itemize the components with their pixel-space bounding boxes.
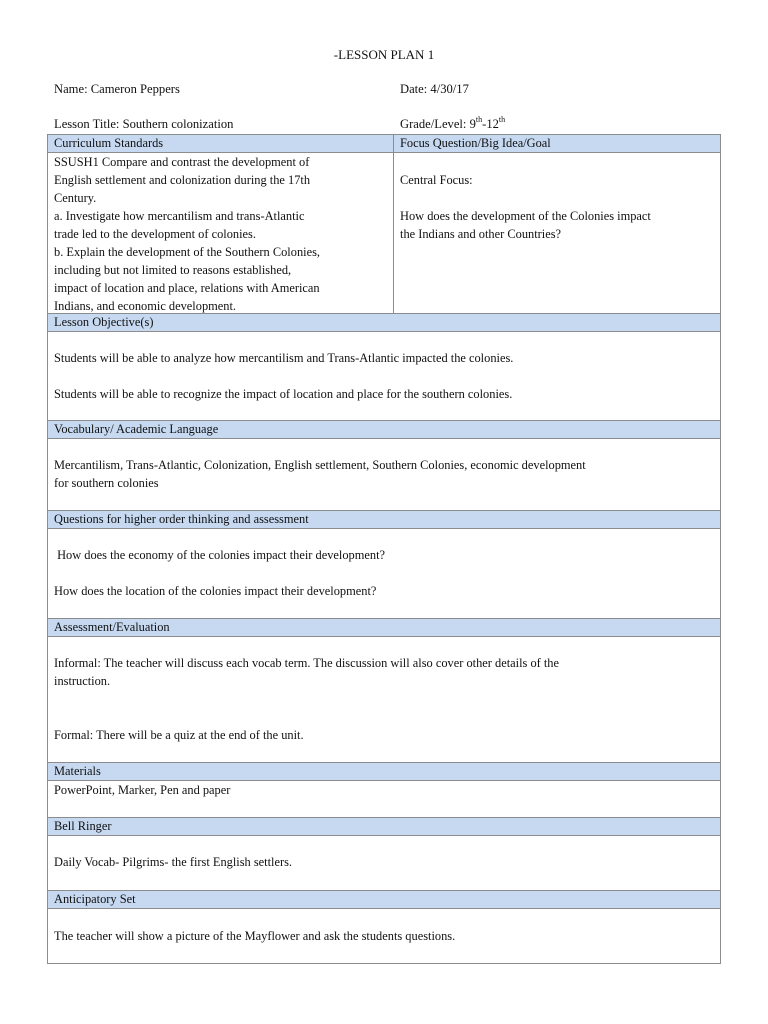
curriculum-line: impact of location and place, relations with American [54,281,320,295]
curriculum-line: Century. [54,191,97,205]
bell-ringer-header: Bell Ringer [48,818,720,836]
informal-assessment-text: Informal: The teacher will discuss each vocab term. The discussion will also cover other details of the [54,656,559,670]
assessment-section [48,637,720,763]
questions-header: Questions for higher order thinking and assessment [48,511,720,529]
lesson-plan-table [47,134,721,964]
objective-text: Students will be able to analyze how mercantilism and Trans-Atlantic impacted the colonies. [54,351,514,365]
informal-assessment-text: instruction. [54,674,111,688]
question-text: How does the economy of the colonies impact their development? [54,548,386,562]
materials-header: Materials [48,763,720,781]
vocabulary-text: Mercantilism, Trans-Atlantic, Colonization, English settlement, Southern Colonies, economic development [54,458,586,472]
focus-question-line: the Indians and other Countries? [400,227,562,241]
assessment-header: Assessment/Evaluation [48,619,720,637]
materials-section [48,781,720,818]
lesson-title: Lesson Title: Southern colonization [54,117,234,131]
vocabulary-header: Vocabulary/ Academic Language [48,421,720,439]
vocabulary-section [48,439,720,511]
curriculum-line: b. Explain the development of the Southern Colonies, [54,245,321,259]
formal-assessment-text: Formal: There will be a quiz at the end of the unit. [54,728,304,742]
focus-question-line: How does the development of the Colonies impact [400,209,651,223]
document-title: -LESSON PLAN 1 [333,47,435,62]
objective-text: Students will be able to recognize the impact of location and place for the southern colonies. [54,387,513,401]
curriculum-line: SSUSH1 Compare and contrast the development of [54,155,310,169]
curriculum-standards-cell [48,153,394,313]
grade-level [400,114,506,132]
grade-sup-1: th [475,114,483,124]
standards-row [48,153,720,314]
lesson-date: Date: 4/30/17 [400,82,469,96]
central-focus-label: Central Focus: [400,173,473,187]
lesson-objectives-header: Lesson Objective(s) [48,314,720,332]
question-text: How does the location of the colonies impact their development? [54,584,377,598]
materials-text: PowerPoint, Marker, Pen and paper [54,783,231,797]
curriculum-line: trade led to the development of colonies. [54,227,256,241]
anticipatory-set-section [48,909,720,963]
grade-mid: -12 [482,117,499,131]
grade-prefix: Grade/Level: 9 [400,117,476,131]
bell-ringer-section [48,836,720,891]
curriculum-line: English settlement and colonization during the 17th [54,173,311,187]
standards-header-row [48,135,720,153]
curriculum-standards-header: Curriculum Standards [48,135,394,152]
curriculum-line: including but not limited to reasons established, [54,263,292,277]
lesson-objectives-section [48,332,720,421]
curriculum-line: Indians, and economic development. [54,299,237,313]
focus-question-cell [394,153,720,313]
bell-ringer-text: Daily Vocab- Pilgrims- the first English settlers. [54,855,293,869]
focus-question-header: Focus Question/Big Idea/Goal [394,135,720,152]
teacher-name: Name: Cameron Peppers [54,82,180,96]
questions-section [48,529,720,619]
anticipatory-set-text: The teacher will show a picture of the Mayflower and ask the students questions. [54,929,456,943]
curriculum-line: a. Investigate how mercantilism and trans-Atlantic [54,209,305,223]
grade-sup-2: th [498,114,506,124]
vocabulary-text: for southern colonies [54,476,159,490]
anticipatory-set-header: Anticipatory Set [48,891,720,909]
